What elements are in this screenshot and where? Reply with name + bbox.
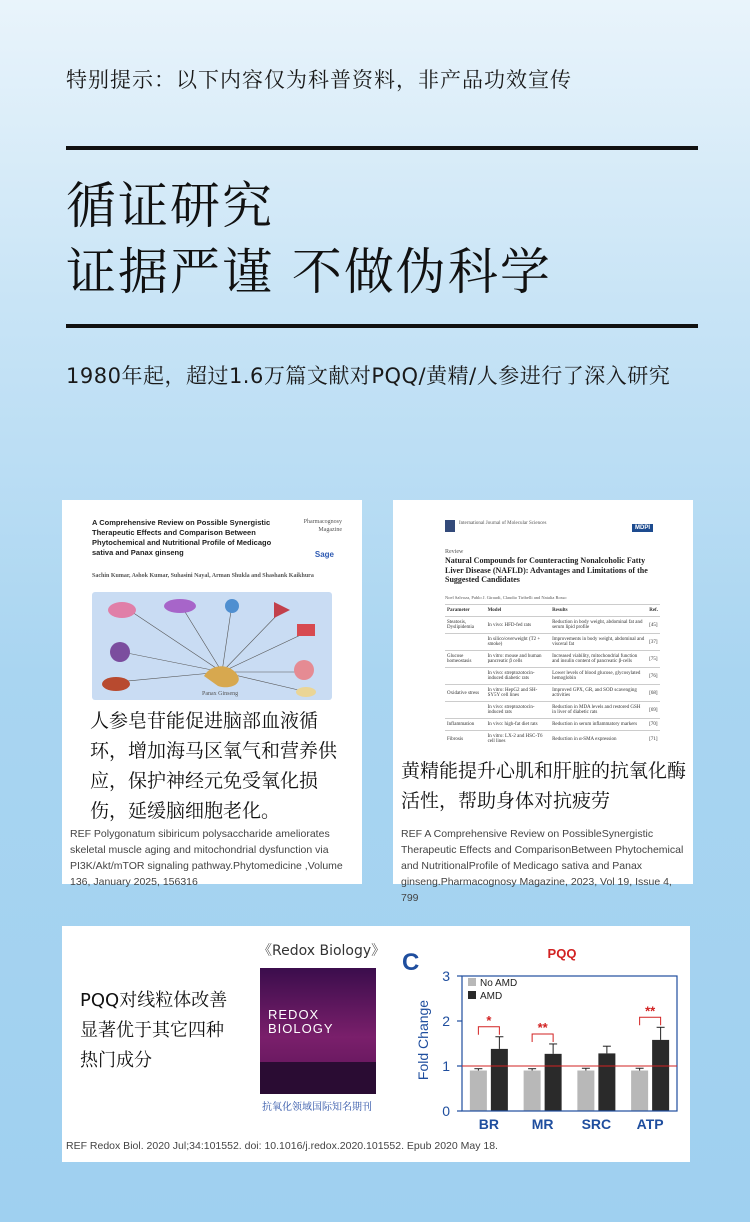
table-header-row xyxy=(445,605,660,617)
table-cell: [70] xyxy=(647,719,660,731)
bone-organ xyxy=(296,687,316,697)
card-pqq xyxy=(62,926,690,1162)
bar-amd xyxy=(545,1054,562,1111)
table-cell: Ref. xyxy=(647,605,660,617)
significance-bracket xyxy=(478,1027,499,1035)
paper-title: Natural Compounds for Counteracting Nonalcoholic Fatty Liver Disease (NAFLD): Advantages and Limitations of the Suggested Candidates xyxy=(445,556,648,584)
bottom-rule xyxy=(66,324,698,328)
article-type: Review xyxy=(445,549,464,555)
legend-label: AMD xyxy=(480,991,503,1002)
y-tick-label: 0 xyxy=(442,1103,450,1119)
bar-no-amd xyxy=(524,1071,541,1112)
headline-line-2: 证据严谨 不做伪科学 xyxy=(66,243,552,301)
card-ginseng xyxy=(62,500,362,888)
brain-organ xyxy=(164,599,196,613)
x-tick-label: MR xyxy=(531,1116,554,1131)
cover-image xyxy=(260,1062,376,1094)
significance-label: ** xyxy=(645,1003,656,1019)
table-cell: Inflammation xyxy=(445,719,486,731)
results-table xyxy=(445,604,660,746)
table-cell: Increased viability, mitochondrial function and insulin content of pancreatic β-cells xyxy=(550,651,647,668)
table-cell: Reduction in serum inflammatory markers xyxy=(550,719,647,731)
table-cell: Reduction in α-SMA expression xyxy=(550,731,647,747)
journal-name: International Journal of Molecular Sciences xyxy=(459,521,547,526)
publisher-logo: MDPI xyxy=(632,524,653,532)
table-cell: Results xyxy=(550,605,647,617)
table-cell: In vivo: high-fat diet rats xyxy=(486,719,551,731)
cover-caption: 抗氧化领域国际知名期刊 xyxy=(262,1102,372,1113)
chart-panel-label: C xyxy=(402,949,420,976)
table-cell: In vivo: streptozotocin-induced diabetic rats xyxy=(486,668,551,685)
chart-ylabel: Fold Change xyxy=(415,999,431,1081)
y-tick-label: 2 xyxy=(442,1013,450,1029)
bar-amd xyxy=(491,1049,508,1111)
table-cell: Glucose homeostasis xyxy=(445,651,486,668)
significance-label: ** xyxy=(537,1019,548,1035)
paper-authors: Noel Salvoza, Pablo J. Giraudi, Claudio Tiribelli and Natalia Rosso xyxy=(445,595,567,600)
table-cell: Reduction in MDA levels and restored GSH in liver of diabetic rats xyxy=(550,702,647,719)
table-cell: In silico/overweight (T2 + smoke) xyxy=(486,634,551,651)
table-cell: [37] xyxy=(647,634,660,651)
pqq-chart xyxy=(392,936,687,1131)
notice-text: 特别提示：以下内容仅为科普资料，非产品功效宣传 xyxy=(66,68,572,92)
table-row xyxy=(445,651,660,668)
table-row xyxy=(445,731,660,747)
card1-caption: 人参皂苷能促进脑部血液循环，增加海马区氧气和营养供应，保护神经元免受氧化损伤，延缓脑细胞老化。 xyxy=(90,710,338,822)
top-rule xyxy=(66,146,698,150)
journal-logo-icon xyxy=(445,520,455,532)
table-cell: [76] xyxy=(647,668,660,685)
table-cell: [68] xyxy=(647,685,660,702)
bar-no-amd xyxy=(470,1071,487,1112)
table-cell: In vivo: HFD-fed rats xyxy=(486,617,551,634)
x-tick-label: BR xyxy=(478,1116,499,1131)
card2-reference: REF A Comprehensive Review on PossibleSynergistic Therapeutic Effects and ComparisonBetween Phytochemical and NutritionalProfile of Medicago sativa and Panax ginseng.Pharmacognosy Magazine, 2023, Vol 19, Issue 4, 799 xyxy=(401,828,684,904)
organ-diagram xyxy=(92,592,332,700)
table-cell: In vitro: LX-2 and HSC-T6 cell lines xyxy=(486,731,551,747)
bar-no-amd xyxy=(577,1071,594,1112)
table-cell: Steatosis, Dyslipidemia xyxy=(445,617,486,634)
table-cell xyxy=(445,668,486,685)
table-row xyxy=(445,702,660,719)
card-polygonatum xyxy=(393,500,693,904)
table-cell: Improved GPX, GR, and SOD scavenging activities xyxy=(550,685,647,702)
cover-title: REDOX BIOLOGY xyxy=(268,1007,334,1036)
significance-bracket xyxy=(532,1034,553,1042)
brain-organ xyxy=(108,602,136,618)
x-tick-label: ATP xyxy=(636,1116,664,1131)
table-cell: [75] xyxy=(647,651,660,668)
chart-title: PQQ xyxy=(547,946,577,961)
heart-organ xyxy=(297,624,315,636)
table-cell: Reduction in body weight, abdominal fat and serum lipid profile xyxy=(550,617,647,634)
table-cell: Lower levels of blood glucose, glycosylated hemoglobin xyxy=(550,668,647,685)
table-row xyxy=(445,719,660,731)
table-row xyxy=(445,685,660,702)
y-tick-label: 3 xyxy=(442,968,450,984)
card3-reference: REF Redox Biol. 2020 Jul;34:101552. doi: 10.1016/j.redox.2020.101552. Epub 2020 May 18. xyxy=(66,1140,498,1152)
table-cell: In vitro: HepG2 and SH-SY5Y cell lines xyxy=(486,685,551,702)
card2-caption: 黄精能提升心肌和肝脏的抗氧化酶活性，帮助身体对抗疲劳 xyxy=(401,760,687,812)
bar-amd xyxy=(598,1053,615,1111)
paper-journal: Pharmacognosy Magazine xyxy=(303,519,342,533)
legend-swatch xyxy=(468,978,476,986)
paper-authors: Sachin Kumar, Ashok Kumar, Suhasini Nayal, Arman Shukla and Shashank Kaikhura xyxy=(92,573,314,579)
table-row xyxy=(445,668,660,685)
paper-thumbnail xyxy=(82,514,344,706)
intestine-organ xyxy=(294,660,314,680)
x-tick-label: SRC xyxy=(581,1116,612,1131)
table-cell: [71] xyxy=(647,731,660,747)
paper-thumbnail xyxy=(417,514,667,746)
table-cell xyxy=(445,634,486,651)
y-tick-label: 1 xyxy=(442,1058,450,1074)
table-cell xyxy=(445,702,486,719)
paper-title: A Comprehensive Review on Possible Synergistic Therapeutic Effects and Comparison Between Phytochemical and Nutritional Profile of Medicago sativa and Panax ginseng xyxy=(92,518,272,557)
paper-figure xyxy=(92,592,332,700)
table-cell: Parameter xyxy=(445,605,486,617)
significance-label: * xyxy=(486,1012,492,1028)
publisher-logo: Sage xyxy=(314,550,334,559)
bar-amd xyxy=(652,1040,669,1111)
cell-organ xyxy=(110,642,130,662)
card1-reference: REF Polygonatum sibiricum polysaccharide ameliorates skeletal muscle aging and mitochondrial dysfunction via PI3K/Akt/mTOR signaling pathway.Phytomedicine ,Volume 136, January 2025, 156316 xyxy=(70,828,343,888)
table-cell: [69] xyxy=(647,702,660,719)
table-row xyxy=(445,617,660,634)
table-cell: Improvements in body weight, abdominal and visceral fat xyxy=(550,634,647,651)
pqq-text: PQQ对线粒体改善显著优于其它四种热门成分 xyxy=(80,990,228,1071)
bar-no-amd xyxy=(631,1071,648,1112)
journal-cover xyxy=(260,968,376,1094)
table-cell: Fibrosis xyxy=(445,731,486,747)
table-cell: In vivo: streptozotocin-induced rats xyxy=(486,702,551,719)
table-cell: Oxidative stress xyxy=(445,685,486,702)
table-cell: [45] xyxy=(647,617,660,634)
ginseng-label: Panax Ginseng xyxy=(202,691,239,697)
headline-line-1: 循证研究 xyxy=(66,177,274,235)
eye-organ xyxy=(225,599,239,613)
significance-bracket xyxy=(640,1017,661,1025)
subline-text: 1980年起，超过1.6万篇文献对PQQ/黄精/人参进行了深入研究 xyxy=(66,364,671,388)
journal-label: 《Redox Biology》 xyxy=(258,943,386,959)
table-cell: Model xyxy=(486,605,551,617)
table-cell: In vitro: mouse and human pancreatic β cells xyxy=(486,651,551,668)
legend-swatch xyxy=(468,991,476,999)
liver-organ xyxy=(102,677,130,691)
kidney-organ xyxy=(274,602,290,618)
legend-label: No AMD xyxy=(480,978,518,989)
table-row xyxy=(445,634,660,651)
